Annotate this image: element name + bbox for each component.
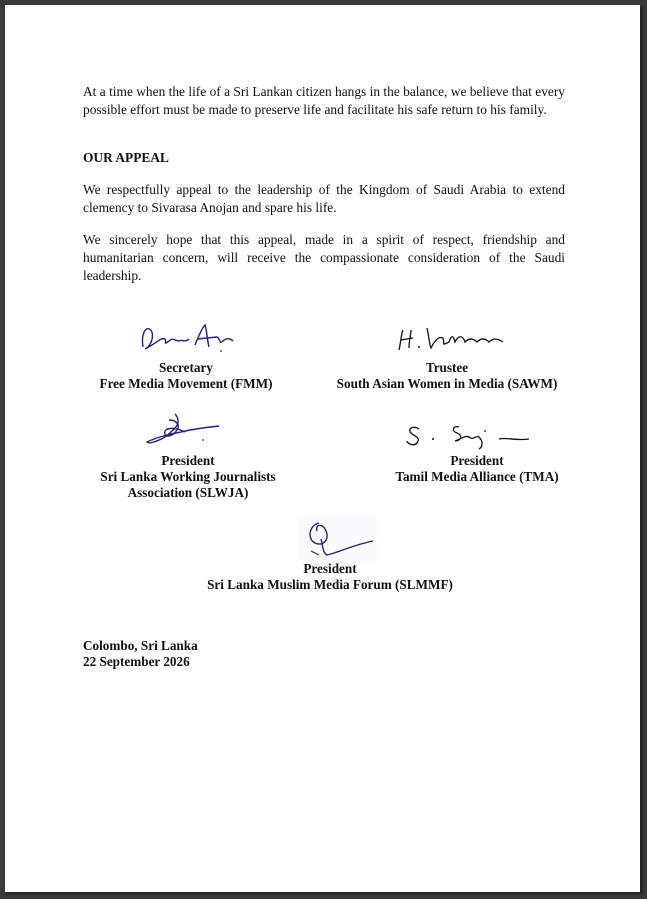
signatory-title: Trustee bbox=[425, 360, 469, 375]
signatory-title: President bbox=[450, 453, 504, 468]
document-page bbox=[5, 5, 640, 892]
closing-date: 22 September 2026 bbox=[83, 654, 190, 669]
signatory-block-slwja bbox=[93, 453, 283, 501]
signatory-organization: Free Media Movement (FMM) bbox=[99, 376, 273, 391]
signature-president-tma bbox=[403, 421, 533, 451]
signatory-block-fmm bbox=[93, 360, 279, 392]
closing-block bbox=[83, 638, 198, 670]
signatory-title: Secretary bbox=[159, 360, 213, 375]
closing-place: Colombo, Sri Lanka bbox=[83, 638, 198, 653]
signature-president-slmmf bbox=[297, 515, 377, 563]
signatory-organization: South Asian Women in Media (SAWM) bbox=[336, 376, 558, 391]
signatory-title: President bbox=[303, 561, 357, 576]
paragraph-appeal: We respectfully appeal to the leadership of the Kingdom of Saudi Arabia to extend clemency to Sivarasa Anojan and spare his life. bbox=[83, 182, 565, 215]
paragraph-hope: We sincerely hope that this appeal, made in a spirit of respect, friendship and humanitarian concern, will receive the compassionate consideration of the Saudi leadership. bbox=[83, 232, 565, 283]
signature-president-slwja bbox=[145, 410, 225, 450]
signatory-organization: Tamil Media Alliance (TMA) bbox=[395, 469, 559, 484]
signatory-organization-cont: Association (SLWJA) bbox=[127, 485, 249, 500]
signature-secretary-fmm bbox=[135, 317, 235, 357]
signatory-organization: Sri Lanka Working Journalists bbox=[100, 469, 276, 484]
signatory-organization: Sri Lanka Muslim Media Forum (SLMMF) bbox=[207, 577, 453, 592]
signatory-block-sawm bbox=[331, 360, 563, 392]
signature-trustee-sawm bbox=[393, 320, 513, 356]
paragraph-intro: At a time when the life of a Sri Lankan citizen hangs in the balance, we believe that every possible effort must be made to preserve life and facilitate his safe return to his family. bbox=[83, 84, 565, 117]
signatory-title: President bbox=[161, 453, 215, 468]
signatory-block-slmmf bbox=[195, 561, 465, 593]
signatory-block-tma bbox=[387, 453, 567, 485]
section-heading: OUR APPEAL bbox=[83, 150, 169, 165]
